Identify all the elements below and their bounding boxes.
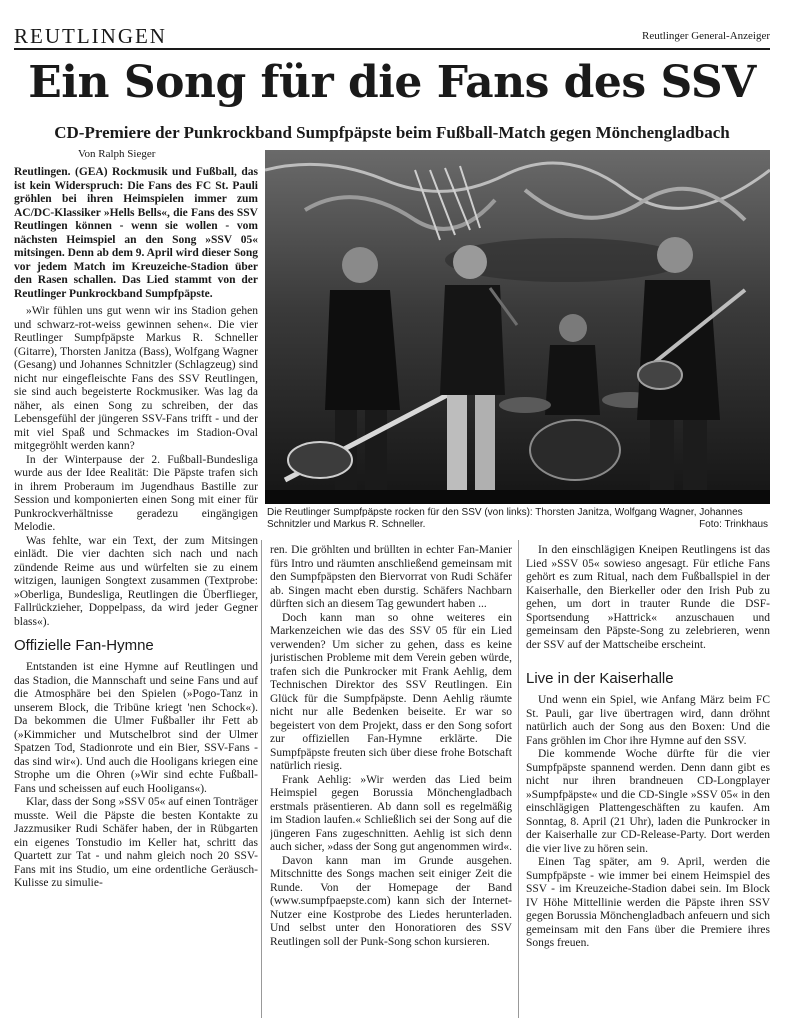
caption-text: Die Reutlinger Sumpfpäpste rocken für den SSV (von links): Thorsten Janitza, Wolfgang Wagner, Johannes Schnitzler und Markus R. Schneller.: [267, 507, 743, 530]
byline: Von Ralph Sieger: [78, 148, 156, 160]
paragraph: »Wir fühlen uns gut wenn wir ins Stadion gehen und schwarz-rot-weiss gewinnen sehen«. Die vier Reutlinger Sumpfpäpste Markus R. Schneller (Gitarre), Thorsten Janitza (Bass), Wolfgang Wagner (Gesang) und Johannes Schnitzler (Schlagzeug) sind nicht nur eingefleischte Fans des SSV Reutlingen, sie sind auch begeisterte Rockmusiker. Was lag da näher, als einen Song zu schreiben, der das Lebensgefühl der jüngeren SSV-Fans trifft - und der mit viel Spaß und Schmackes im Stadion-Oval mitgegröhlt werden kann?: [14, 305, 258, 452]
masthead: [14, 24, 770, 50]
headline: Ein Song für die Fans des SSV: [28, 57, 756, 108]
paragraph: Klar, dass der Song »SSV 05« auf einen Tonträger musste. Weil die Päpste die besten Kontakte zu Jazzmusiker Rudi Schäfer haben, der in Rübgarten ein eigenes Tonstudio im Keller hat, schritt das Quartett zur Tat - und nahm gleich noch 20 SSV-Fans mit ins Studio, um eine ordentliche Geräusch-Kulisse zu simulie-: [14, 796, 258, 889]
lead-paragraph: Reutlingen. (GEA) Rockmusik und Fußball, das ist kein Widerspruch: Die Fans des FC St. Pauli gröhlen bei ihren Heimspielen immer zum AC/DC-Klassiker »Hells Bells«, die Fans des SSV Reutlingen können - wenn sie wollen - vom nächsten Heimspiel an den Song »SSV 05« mitsingen. Denn ab dem 9. April wird dieser Song vor jedem Match im Kreuzeiche-Stadion über den Rasen schallen. Das Lied stammt von der Reutlinger Punkrockband Sumpfpäpste.: [14, 166, 258, 300]
section-heading: Live in der Kaiserhalle: [526, 670, 674, 687]
paragraph: Und wenn ein Spiel, wie Anfang März beim FC St. Pauli, gar live übertragen wird, dann dröhnt natürlich auch der Song aus den Boxen: Und die Fans gröhlen im Chor ihre Hymne auf den SSV.: [526, 694, 770, 747]
paragraph: Davon kann man im Grunde ausgehen. Mitschnitte des Songs machen seit einiger Zeit die Runde. Von der Homepage der Band (www.sumpfpaepste.com) kann sich der Internet-Nutzer eine Kostprobe des Liedes herunterladen. Und selbst unter den Honoratioren des SSV Reutlingen soll der Punk-Song schon kursieren.: [270, 854, 512, 948]
paragraph: In den einschlägigen Kneipen Reutlingens ist das Lied »SSV 05« sowieso angesagt. Für etliche Fans gehört es zum Ritual, nach dem Fußballspiel in der Kaiserhalle, den Bierkeller oder den Irish Pub zu gehen, um dort in trauter Runde die DSF-Sportsendung »Hattrick« anzuschauen und gemeinsam den Päpste-Song zu zelebrieren, wenn der SSV auf der Mattscheibe erscheint.: [526, 544, 770, 651]
newspaper-name: Reutlinger General-Anzeiger: [642, 30, 770, 42]
photo-credit: Foto: Trinkhaus: [699, 519, 768, 530]
column-1: [14, 166, 258, 1018]
band-photo: [265, 150, 770, 504]
paragraph: Einen Tag später, am 9. April, werden die Sumpfpäpste - wie immer bei einem Heimspiel des SSV - im Kreuzeiche-Stadion dabei sein. Im Block IV Höhe Mittellinie werden die Päpste ihren SSV gegen Borussia Mönchengladbach anfeuern und sich gemeinsam mit den Fans über die Premiere ihres Songs freuen.: [526, 856, 770, 949]
section-name: REUTLINGEN: [14, 24, 167, 48]
paragraph: ren. Die gröhlten und brüllten in echter Fan-Manier fürs Intro und räumten anschließend gemeinsam mit den Sumpfpäpsten den Biervorrat von Rudi Schäfer ab. Singen macht eben durstig. Schäfers Nachbarn dürften sich an diesem Tag gewundert haben ...: [270, 544, 512, 610]
column-divider: [261, 540, 262, 1018]
column-2: [270, 544, 512, 1018]
section-heading: Offizielle Fan-Hymne: [14, 637, 154, 654]
paragraph: Die kommende Woche dürfte für die vier Sumpfpäpste spannend werden. Denn dann gibt es nicht nur ihren brandneuen CD-Longplayer »Sumpfpäpste« und die CD-Single »SSV 05« in den einschlägigen Plattengeschäften zu kaufen. Am Sonntag, 8. April (21 Uhr), laden die Punkrocker in der Kaiserhalle zur CD-Release-Party. Dort werden die vier live zu hören sein.: [526, 748, 770, 855]
band-photo-image: [265, 150, 770, 504]
paragraph: Was fehlte, war ein Text, der zum Mitsingen einlädt. Die vier dachten sich nach und nach zündende Reime aus und würfelten sie zu einem witzigen, launigen Songtext zusammen (Textprobe: »Oberliga, Bundesliga, Reutlingen die Überflieger, Fallrückzieher, Doppelpass, da wird jeder Gegner blass«).: [14, 534, 258, 628]
paragraph: Frank Aehlig: »Wir werden das Lied beim Heimspiel gegen Borussia Mönchengladbach erstmals präsentieren. Ab dann soll es regelmäßig im Stadion laufen.« Schließlich sei der Song auf die jüngeren Fans zugeschnitten. Aehlig ist sich denn auch sicher, »dass der Song gut angenommen wird«.: [270, 773, 512, 853]
column-3: [526, 544, 770, 1018]
paragraph: In der Winterpause der 2. Fußball-Bundesliga wurde aus der Idee Realität: Die Päpste trafen sich in ihrem Proberaum im Jugendhaus Bastille zur Session und komponierten einen Song mit einer für Punkrockverhältnisse geradezu eingängigen Melodie.: [14, 453, 258, 533]
column-divider: [518, 540, 519, 1018]
paragraph: Entstanden ist eine Hymne auf Reutlingen und das Stadion, die Mannschaft und seine Fans und auf die Atmosphäre bei den Spielen (»Pogo-Tanz in unserem Block, die Tribüne kriegt 'nen Schock«). Da bekommen die Ulmer Fußballer ihr Fett ab (»Kimmicher und Mutschelbrot sind der Ulmer Spatzen Tod, Stadionrote und ein Bier, SSV-Fans - das sind wir«). Und auch die Hooligans kriegen eine Strophe um die Ohren (»Wir sind echte Fußball-Fans und scheissen auf euch Hooligans«).: [14, 661, 258, 795]
subheadline: CD-Premiere der Punkrockband Sumpfpäpste beim Fußball-Match gegen Mönchengladbach: [54, 123, 730, 142]
photo-caption: [267, 507, 768, 531]
paragraph: Doch kann man so ohne weiteres ein Markenzeichen wie das des SSV 05 für ein Lied verwenden? Um sicher zu gehen, dass es keine juristischen Probleme mit dem Verein geben würde, trafen sich die Punkrocker mit Frank Aehlig, dem Technischen Direktor des SSV Reutlingen. Ein Glück für die Sumpfpäpste. Denn Aehlig räumte nicht nur alle Bedenken beiseite. Er war so begeistert von dem Projekt, dass er den Song sofort zur offiziellen Fan-Hymne erklärte. Die Sumpfpäpste freuten sich über diese frohe Botschaft natürlich riesig.: [270, 611, 512, 772]
